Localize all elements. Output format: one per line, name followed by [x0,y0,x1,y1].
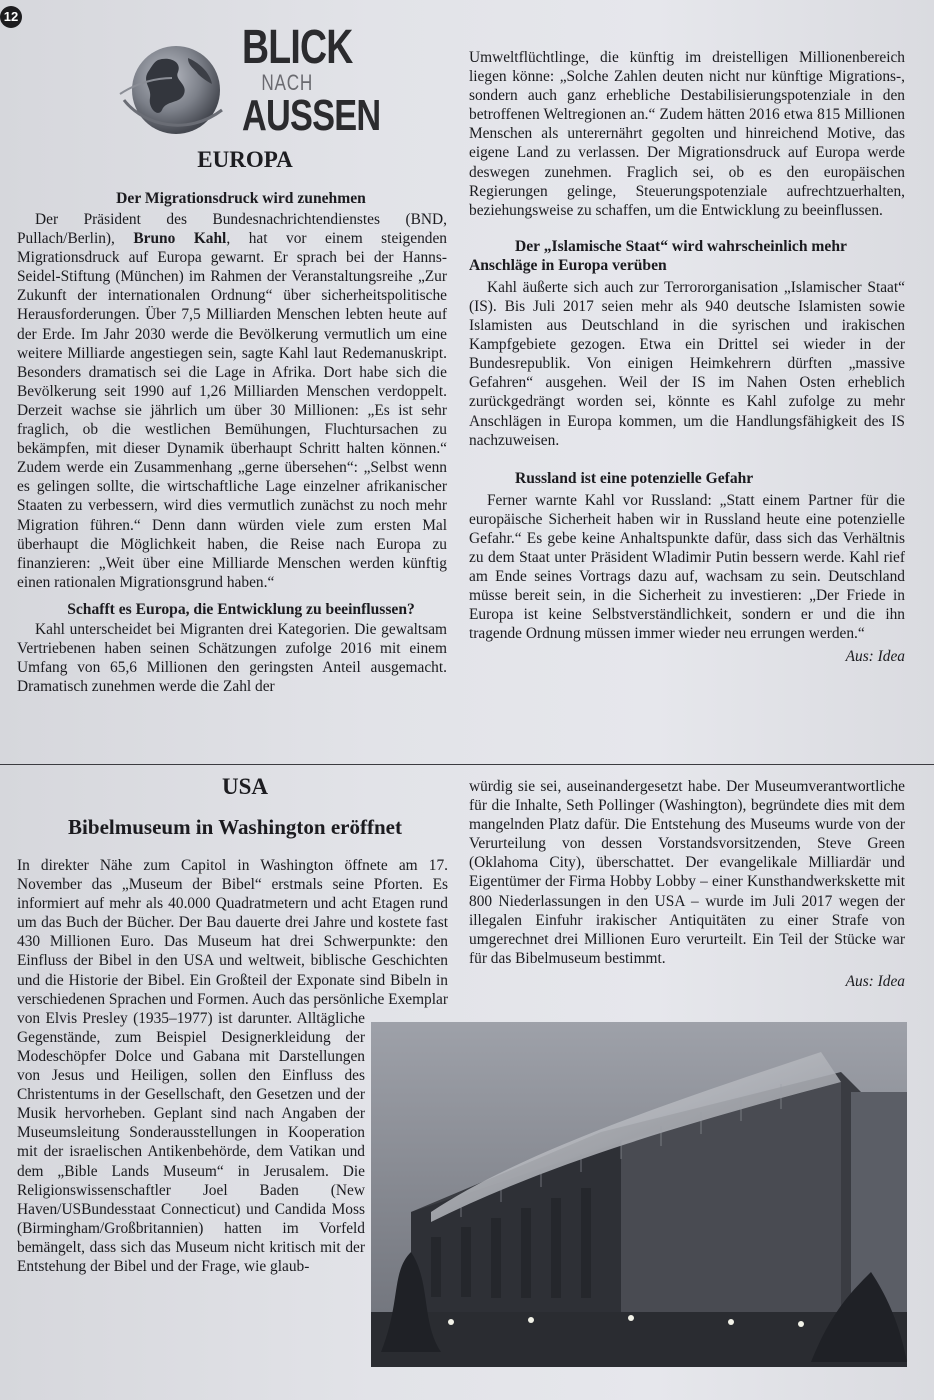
logo-line-2: NACH [261,70,314,95]
logo-line-1: BLICK [242,21,353,74]
page-number-badge: 12 [0,6,22,28]
museum-building-image [371,1022,907,1367]
article-paragraph: Umweltflüchtlinge, die künftig im dreistelligen Millionenbereich liegen könne: „Solche Zahlen deuten nicht nur künftige Migrations-, sondern auch ganz erhebliche Destabilisierungspotenziale in den betroffenen Weltregionen an.“ Zudem hätten 2016 etwa 815 Millionen Menschen als unterernährt gegolten und hinreichend Motive, das eigene Land zu verlassen. Der Migrationsdruck auf Europa werde deswegen zunehmen. Fraglich sei, ob es den europäischen Regierungen gelinge, Steuerungspotenziale aufrechtzuerhalten, beziehungsweise zu schaffen, um die Entwicklung zu beeinflussen. [469,49,905,219]
article-paragraph: Der Präsident des Bundesnachrichtendienstes (BND, Pullach/Berlin), Bruno Kahl, hat vor einem steigenden Migrationsdruck auf Europa gewarnt. Er sprach bei der Hanns-Seidel-Stiftung (München) im Rahmen der Veranstaltungsreihe „Zur Zukunft der internationalen Ordnung“ über sicherheitspolitische Herausforderungen. Über 7,5 Milliarden Menschen lebten heute auf der Erde. Im Jahr 2030 werde die Bevölkerung vermutlich um eine weitere Milliarde angestiegen sein, sagte Kahl laut Redemanuskript. Besonders dramatisch sei die Lage in Afrika. Dort habe sich die Bevölkerung seit 1990 auf 1,26 Milliarden Menschen verdoppelt. Derzeit wachse sie jährlich um über 30 Millionen: „Es ist sehr fraglich, ob die westlichen Bemühungen, Fluchtursachen zu bekämpfen, mit dieser Dynamik überhaupt Schritt halten können.“ Zudem werde ein Zusammenhang „gerne übersehen“: „Selbst wenn es gelingen sollte, die wirtschaftliche Lage einzelner afrikanischer Staaten zu verbessern, wird dies vermutlich zunächst zu noch mehr Migration führen.“ Denn dann würden viele zum ersten Mal überhaupt die Möglichkeit haben, die Reise nach Europa zu finanzieren: „Weit über eine Milliarde Menschen werden künftig einen rationalen Migrationsgrund haben.“ [17,211,447,591]
article-paragraph: Kahl unterscheidet bei Migranten drei Kategorien. Die gewaltsam Vertriebenen haben seinen Schätzungen zufolge 2016 mit einem Umfang von 65,6 Millionen den geringsten Anteil ausgemacht. Dramatisch zunehmen werde die Zahl der [17,620,447,696]
headline-migrationsdruck: Der Migrationsdruck wird zunehmen [116,190,366,207]
article-paragraph: Ferner warnte Kahl vor Russland: „Statt einem Partner für die europäische Sicherheit haben wir in Russland heute eine potenzielle Gefahr.“ Es gebe keine Anhaltspunkte dafür, dass sich das Verhältnis zu dem Staat unter Präsident Wladimir Putin bessern werde. Kahl rief am Ende seines Vortrags dazu auf, wachsam zu sein. Deutschland müsse bereit sein, in die Sicherheit zu investieren: „Der Friede in Europa ist keine Selbstverständlichkeit, sondern er und die ihn tragende Ordnung müssen immer wieder neu errungen werden.“ [469,491,905,643]
region-title-usa: USA [221,774,268,799]
person-name: Bruno Kahl [133,230,227,248]
section-divider [0,764,934,765]
logo-line-3: AUSSEN [242,91,381,140]
europa-left-column [17,189,447,696]
blick-nach-aussen-logo [118,21,381,140]
article-paragraph: In direkter Nähe zum Capitol in Washington öffnete am 17. November das „Museum der Bibel“ erstmals seine Pforten. Es informiert auf mehr als 40.000 Quadratmetern und acht Etagen rund um das Buch der Bücher. Der Bau dauerte drei Jahre und kostete fast 430 Millionen Euro. Das Museum hat drei Schwerpunkte: den Einfluss der Bibel in den USA und weltweit, biblische Geschichten und die Historie der Bibel. Ein Großteil der Exponate sind Bibeln in verschiedenen Sprachen und Formen. Auch das persönliche Exemplar von Elvis Presley (1935–1977) ist darunter. Alltägliche Gegenstände, zum Beispiel Designerkleidung der Modeschöpfer Dolce und Gabana mit Darstellungen von Jesus und Heiligen, sollen den Einfluss des Christentums in der Gesellschaft, den Gesetzen und der Musik hervorheben. Geplant sind nach Angaben der Museumsleitung Sonderausstellungen in Kooperation mit der israelischen Antikenbehörde, dem Vatikan und dem „Bible Lands Museum“ in Jerusalem. Die Religionswissenschaftler Joel Baden (New Haven/USBundesstaat Connecticut) und Candida Moss (Birmingham/Großbritannien) hatten im Vorfeld bemängelt, dass sich das Museum nicht kritisch mit der Entstehung der Bibel und der Frage, wie glaub- [17,857,448,1275]
article-paragraph: würdig sie sei, auseinandergesetzt habe. Der Museumverantwortliche für die Inhalte, Seth Pollinger (Washington), begründete dies mit dem mangelnden Platz dafür. Die Entstehung des Museums wurde von der Verurteilung von dessen Vorstandsvorsitzenden, Steve Green (Oklahoma City), überschattet. Der evangelikale Milliardär und Eigentümer der Firma Hobby Lobby – einer Kunsthandwerkskette mit 800 Niederlassungen in den USA – wurde im Juli 2017 wegen der illegalen Einfuhr irakischer Antiquitäten zu einer Strafe von umgerechnet drei Millionen Euro verurteilt. Ein Teil der Stücke war für das Bibelmuseum bestimmt. [469,778,905,967]
globe-icon [118,38,230,138]
europa-right-column [469,48,905,667]
usa-right-column [469,777,905,991]
museum-photo [371,1022,907,1367]
headline-islamischer-staat: Der „Islamische Staat“ wird wahrscheinlich mehr Anschläge in Europa verüben [469,237,847,274]
article-paragraph: Kahl äußerte sich auch zur Terrororganisation „Islamischer Staat“ (IS). Bis Juli 2017 seien mehr als 940 deutsche Islamisten sowie Islamisten aus Deutschland in die syrischen und irakischen Kampfgebiete gezogen. Etwa ein Drittel sei wieder in der Bundesrepublik. Von einigen Heimkehrern dürften „massive Gefahren“ ausgehen. Weil der IS im Nahen Osten erheblich zurückgedrängt worden sei, könnte es Kahl zufolge zu mehr Anschlägen in Europa kommen, um die Handlungsfähigkeit des IS nachzuweisen. [469,278,905,449]
headline-russland: Russland ist eine potenzielle Gefahr [515,469,754,487]
region-title-europa: EUROPA [197,147,293,172]
source-credit: Aus: Idea [845,972,905,990]
headline-schafft-es-europa: Schafft es Europa, die Entwicklung zu beeinflussen? [67,600,415,618]
logo-wordmark [242,21,381,140]
source-credit: Aus: Idea [845,648,905,666]
headline-bibelmuseum: Bibelmuseum in Washington eröffnet [68,815,402,839]
